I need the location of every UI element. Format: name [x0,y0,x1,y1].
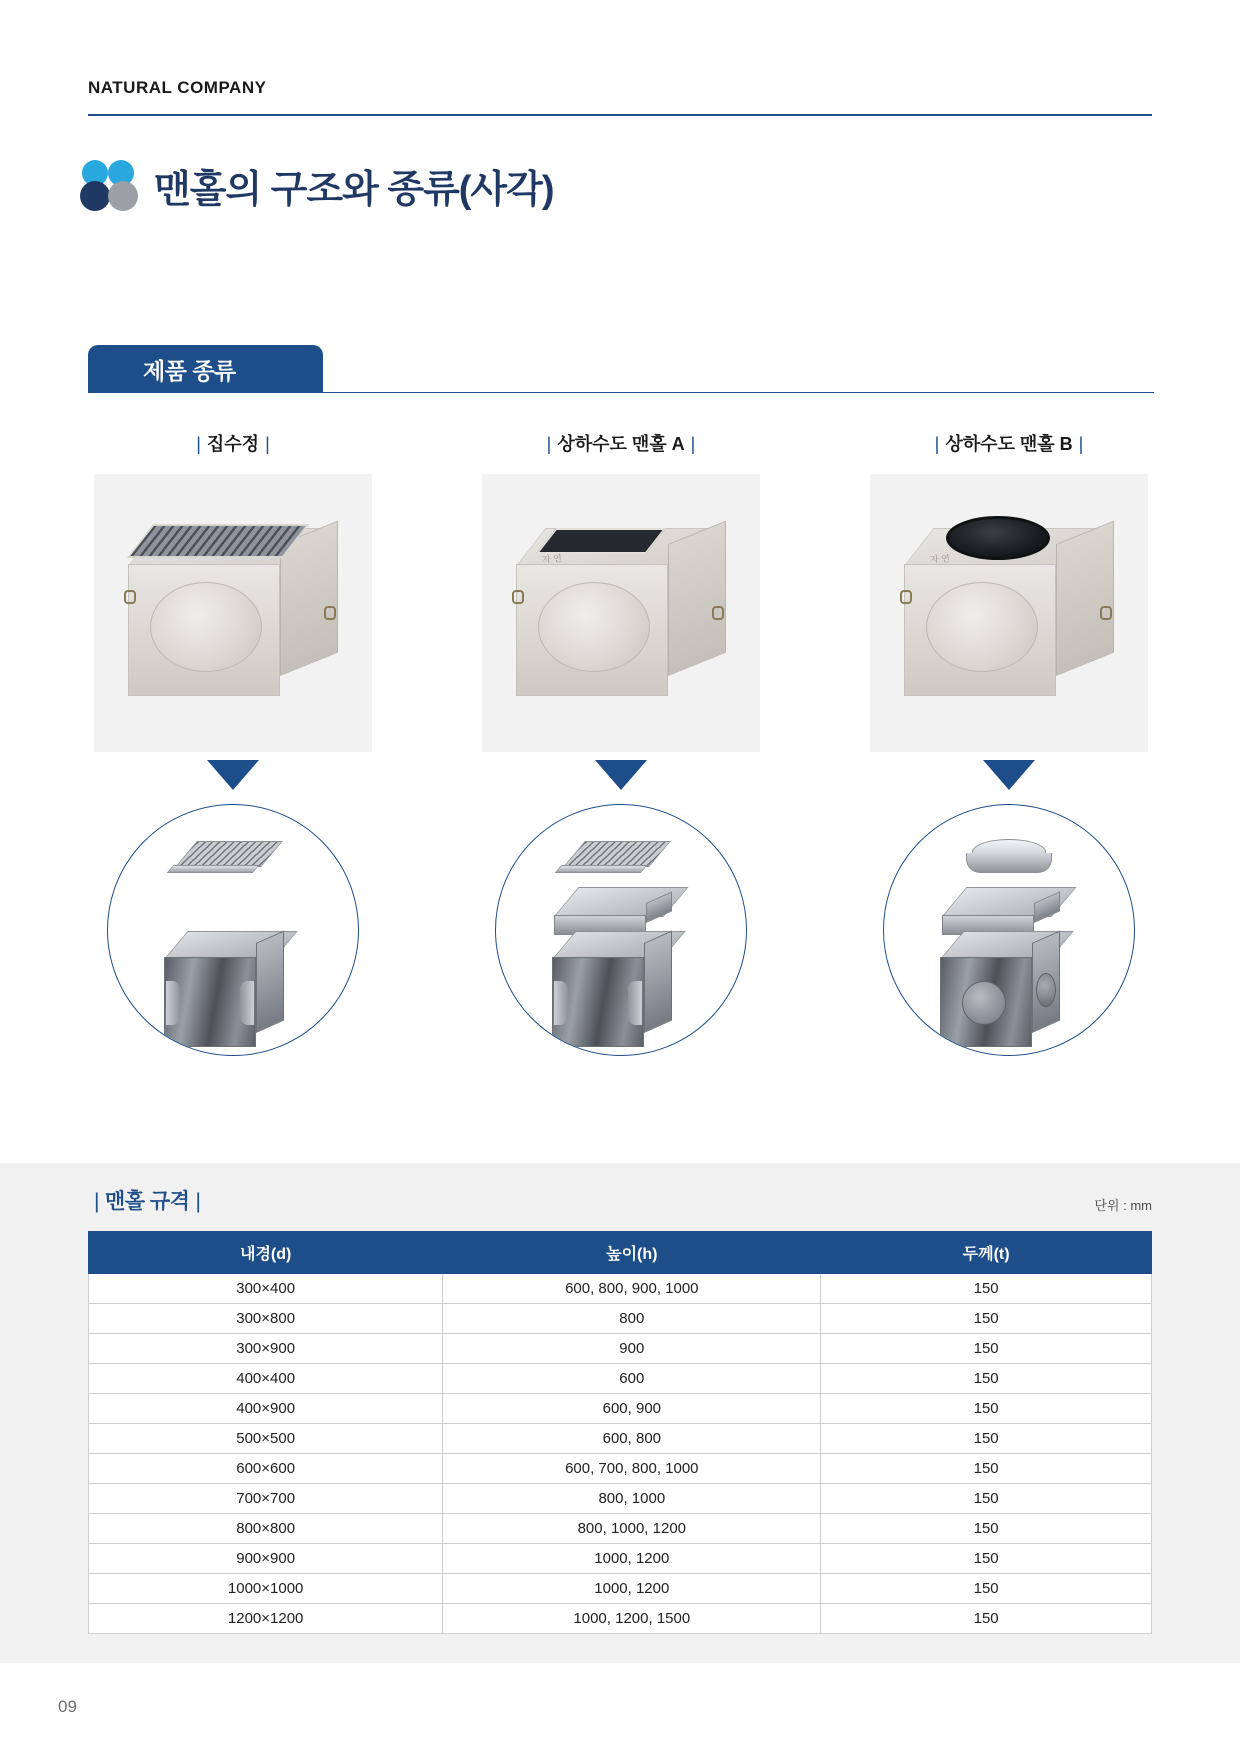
cell-thickness: 150 [821,1514,1152,1544]
spec-heading [88,1185,206,1215]
logo-dots-icon [78,155,148,215]
table-row [89,1514,1152,1544]
exploded-grate-edge [167,865,260,873]
spec-bar-right: | [195,1190,201,1213]
exploded-body-notch-right [628,981,642,1025]
exploded-body-notch-left [166,981,180,1025]
cell-thickness: 150 [821,1334,1152,1364]
section-tab-product-types: 제품 종류 [88,345,323,393]
table-row [89,1394,1152,1424]
cell-inner-diameter: 300×400 [89,1274,443,1304]
label-bar-left: | [934,434,940,454]
product-photo [482,474,760,752]
table-row [89,1274,1152,1304]
exploded-body-notch-right [240,981,254,1025]
cell-height: 600, 700, 800, 1000 [443,1454,821,1484]
lifting-hook-right-icon [324,606,336,620]
cell-thickness: 150 [821,1304,1152,1334]
spec-unit-note: 단위 : mm [1094,1198,1152,1213]
page-header [88,78,1152,116]
cell-height: 800, 1000, 1200 [443,1514,821,1544]
cell-thickness: 150 [821,1364,1152,1394]
cell-inner-diameter: 1000×1000 [89,1574,443,1604]
box-side-face [668,521,726,676]
logo-dot-navy [80,181,110,211]
product-name: 상하수도 맨홀 B [945,434,1073,454]
cell-height: 800, 1000 [443,1484,821,1514]
product-gallery [88,430,1154,1056]
table-row [89,1334,1152,1364]
cell-thickness: 150 [821,1574,1152,1604]
table-row [89,1484,1152,1514]
exploded-body-front-opening [962,981,1006,1025]
cell-inner-diameter: 500×500 [89,1424,443,1454]
section-divider [88,392,1154,393]
exploded-grate-part [175,841,283,867]
box-circular-recess [150,582,262,672]
exploded-body-side [644,931,672,1033]
exploded-cover-edge [555,865,648,873]
square-manhole-cover-icon [536,528,666,554]
cell-height: 600 [443,1364,821,1394]
label-bar-left: | [196,434,201,454]
spec-panel [0,1163,1240,1663]
title-block [78,150,554,220]
down-arrow-icon [983,760,1035,790]
product-label [541,430,702,456]
product-photo [94,474,372,752]
header-divider [88,114,1152,116]
cell-inner-diameter: 300×900 [89,1334,443,1364]
cell-height: 600, 800 [443,1424,821,1454]
cell-height: 1000, 1200, 1500 [443,1604,821,1634]
product-stamp-text: 자 연 [541,553,563,565]
product-column-manhole-b [864,430,1154,1056]
spec-bar-left: | [94,1190,99,1213]
exploded-body-notch-left [554,981,568,1025]
cell-thickness: 150 [821,1274,1152,1304]
company-name: NATURAL COMPANY [88,78,267,97]
lifting-hook-left-icon [124,590,136,604]
cell-height: 800 [443,1304,821,1334]
cell-inner-diameter: 400×900 [89,1394,443,1424]
lifting-hook-right-icon [1100,606,1112,620]
cell-height: 600, 900 [443,1394,821,1424]
concrete-box-illustration [516,528,728,700]
round-manhole-cover-icon [946,516,1050,560]
box-circular-recess [926,582,1038,672]
table-header-row [89,1232,1152,1274]
cell-thickness: 150 [821,1394,1152,1424]
cell-thickness: 150 [821,1484,1152,1514]
column-header-inner-diameter: 내경(d) [89,1232,443,1274]
exploded-body-side [256,931,284,1033]
product-label [190,430,276,456]
label-bar-right: | [1078,434,1084,454]
spec-table [88,1231,1152,1634]
cell-inner-diameter: 600×600 [89,1454,443,1484]
product-name: 상하수도 맨홀 A [557,434,685,454]
cell-inner-diameter: 800×800 [89,1514,443,1544]
box-circular-recess [538,582,650,672]
label-bar-right: | [265,434,270,454]
cell-height: 1000, 1200 [443,1544,821,1574]
spec-table-body [89,1274,1152,1634]
exploded-view-circle [883,804,1135,1056]
product-stamp-text: 자 연 [929,553,951,565]
cell-thickness: 150 [821,1544,1152,1574]
exploded-view-circle [495,804,747,1056]
cell-inner-diameter: 700×700 [89,1484,443,1514]
box-side-face [1056,521,1114,676]
product-column-manhole-a [476,430,766,1056]
cell-inner-diameter: 300×800 [89,1304,443,1334]
exploded-body-side-opening [1036,973,1056,1007]
product-label [929,430,1090,456]
cell-thickness: 150 [821,1604,1152,1634]
product-column-catch-basin [88,430,378,1056]
steel-grate-icon [127,524,310,558]
cell-inner-diameter: 1200×1200 [89,1604,443,1634]
exploded-round-cover-frame [966,853,1052,873]
cell-height: 600, 800, 900, 1000 [443,1274,821,1304]
table-row [89,1454,1152,1484]
concrete-box-illustration [128,528,340,700]
exploded-cover-part [563,841,671,867]
table-row [89,1304,1152,1334]
column-header-height: 높이(h) [443,1232,821,1274]
page-number: 09 [58,1697,77,1716]
table-row [89,1364,1152,1394]
cell-thickness: 150 [821,1424,1152,1454]
spec-heading-text: 맨홀 규격 [104,1190,190,1213]
label-bar-left: | [546,434,552,454]
table-row [89,1604,1152,1634]
section-header [88,345,1154,393]
cell-height: 900 [443,1334,821,1364]
lifting-hook-right-icon [712,606,724,620]
cell-height: 1000, 1200 [443,1574,821,1604]
page-title: 맨홀의 구조와 종류(사각) [154,168,554,211]
cell-inner-diameter: 900×900 [89,1544,443,1574]
table-row [89,1544,1152,1574]
down-arrow-icon [207,760,259,790]
exploded-view-circle [107,804,359,1056]
table-row [89,1424,1152,1454]
table-row [89,1574,1152,1604]
product-name: 집수정 [206,434,260,454]
lifting-hook-left-icon [512,590,524,604]
cell-inner-diameter: 400×400 [89,1364,443,1394]
column-header-thickness: 두께(t) [821,1232,1152,1274]
logo-dot-gray [108,181,138,211]
concrete-box-illustration [904,528,1116,700]
cell-thickness: 150 [821,1454,1152,1484]
label-bar-right: | [690,434,696,454]
product-photo [870,474,1148,752]
lifting-hook-left-icon [900,590,912,604]
down-arrow-icon [595,760,647,790]
